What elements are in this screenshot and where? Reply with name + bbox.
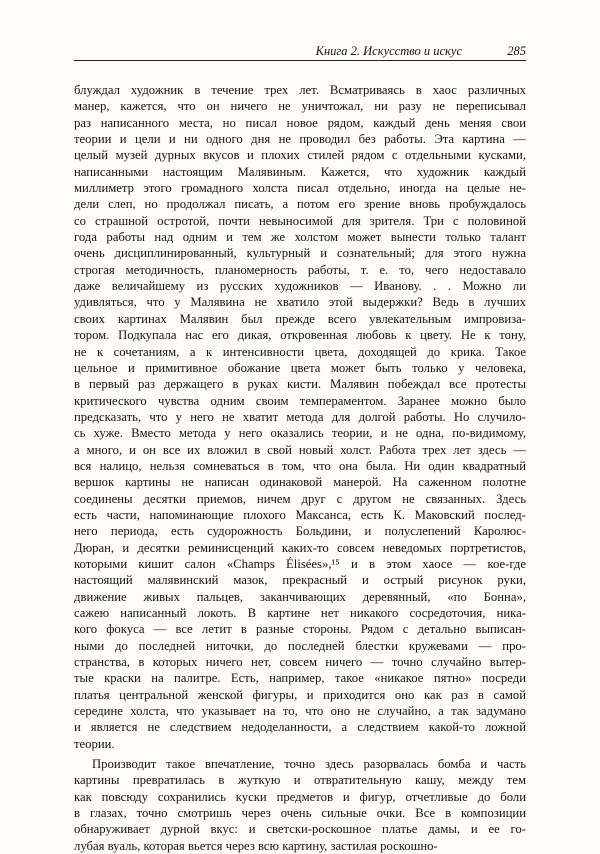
text-line: блуждал художник в течение трех лет. Всматриваясь в хаос различных <box>74 83 526 97</box>
text-line: критического чувства одним своим темпераментом. Заранее можно было <box>74 393 526 408</box>
text-line: соединены десятки приемов, ничем друг с другом не связанных. Здесь <box>74 491 526 506</box>
text-line: очень дисциплинированный, культурный и сознательный; для этого нужна <box>74 246 526 261</box>
text-line: целый музей дурных вкусов и плохих стилей рядом с отдельными кусками, <box>74 148 526 163</box>
text-line: вся налицо, нельзя сомневаться в том, что она была. Ни один квадратный <box>74 458 526 473</box>
text-line: со страшной остротой, почти невыносимой для зрителя. Три с половиной <box>74 213 526 228</box>
text-line: сь хуже. Вместо метода у него оказались теории, и не одна, по-видимому, <box>74 426 526 441</box>
text-line: раз написанного места, но писал новое рядом, каждый день меняя свои <box>74 115 526 130</box>
text-line: удивляться, что у Малявина не хватило этой выдержки? Ведь в лучших <box>74 295 526 310</box>
text-line: года работы над одним и тем же холстом может вынести только талант <box>74 230 526 245</box>
text-line: движение живых пальцев, заканчивающих деревянный, «по Бонна», <box>74 589 526 604</box>
text-line: обнаруживает дурной вкус: и светски-роскошное платье дамы, и ее го- <box>74 822 526 837</box>
text-line: дели слеп, но продолжал писать, а потом его зрение вновь пробуждалось <box>74 197 526 212</box>
text-line: него периода, есть судорожность Больдини, и полуслепений Каролюс- <box>74 524 526 539</box>
text-line: сажею написанный локоть. В картине нет никакого сосредоточия, ника- <box>74 606 526 620</box>
page-number: 285 <box>507 44 526 58</box>
text-line: и является не следствием недоделанности, а следствием какой-то ложной <box>74 720 526 735</box>
text-line: странства, в которых ничего нет, совсем ничего — точно случайно вытер- <box>74 655 526 670</box>
running-title: Книга 2. Искусство и искус <box>315 44 462 58</box>
text-line: теории и цели и ни одного дня не проводил без работы. Эта картина — <box>74 132 526 147</box>
text-line: тором. Подкупала нас его дикая, откровенная любовь к цвету. Не к тону, <box>74 328 526 343</box>
text-line: своих картинах Малявин был прежде всего увлекательным импровиза- <box>74 311 526 326</box>
text-line: предсказать, что у него не хватит метода для долгой работы. Но случило- <box>74 409 526 424</box>
text-line: Производит такое впечатление, точно здесь разорвалась бомба и часть <box>92 757 526 772</box>
text-line: вершок картины не написан одинаковой манерой. На саженном полотне <box>74 475 526 490</box>
text-line: написанными настоящим Малявиным. Кажется, что художник каждый <box>74 164 526 179</box>
text-line: Дюран, и десятки реминисценций каких-то совсем неведомых портретистов, <box>74 540 526 555</box>
text-line: которыми кишит салон «Champs Élisées»,¹⁵ и в этом хаосе — кое-где <box>74 556 526 571</box>
text-line: не к сочетаниям, а к интенсивности цвета, доходящей до крика. Такое <box>74 344 526 359</box>
text-line: манер, кажется, что он ничего не уничтожал, ни разу не переписывал <box>74 99 526 114</box>
text-line: настоящий малявинский мазок, прекрасный и острый рисунок руки, <box>74 573 526 588</box>
text-line: а много, и он все их вложил в свой новый холст. Работа трех лет здесь — <box>74 442 526 457</box>
paragraph <box>74 82 526 752</box>
text-line: платья центральной женской фигуры, и приходится оно как раз в самой <box>74 687 526 702</box>
text-line: миллиметр этого громадного холста писал отдельно, иногда на целые не- <box>74 181 526 196</box>
text-line: тые краски на палитре. Есть, например, такое «никакое пятно» посреди <box>74 671 526 686</box>
text-line: ными до последней ниточки, до последней блестки кружевами — про- <box>74 638 526 653</box>
text-line: картины превратилась в жуткую и отвратительную кашу, между тем <box>74 773 526 788</box>
text-line: как повсюду сохранились куски предметов и фигур, отчетливые до боли <box>74 789 526 804</box>
body-text <box>74 82 526 854</box>
text-line: даже величайшему из русских художников — Иванову. . . Можно ли <box>74 279 526 294</box>
text-line: в глазах, точно смотришь через очень сильные очки. Все в композиции <box>74 806 526 821</box>
text-line: теории. <box>74 736 115 751</box>
text-line: строгая методичность, планомерность работы, т. е. то, чего недоставало <box>74 262 526 277</box>
text-line: цельное и примитивное обожание цвета может быть только у человека, <box>74 360 526 375</box>
text-line: середине холста, что указывает на то, что оно не случайно, а так задумано <box>74 704 526 719</box>
text-line: в первый раз держащего в руках кисти. Малявин побеждал все протесты <box>74 377 526 392</box>
text-line: есть части, напоминающие плохого Максанса, есть К. Маковский послед- <box>74 507 526 522</box>
running-header <box>74 42 526 61</box>
text-line: лубая вуаль, которая вьется через всю картину, застилая роскошно- <box>74 838 438 853</box>
text-line: кого фокуса — все летит в разные стороны. Рядом с детально выписан- <box>74 622 526 637</box>
paragraph <box>74 756 526 854</box>
